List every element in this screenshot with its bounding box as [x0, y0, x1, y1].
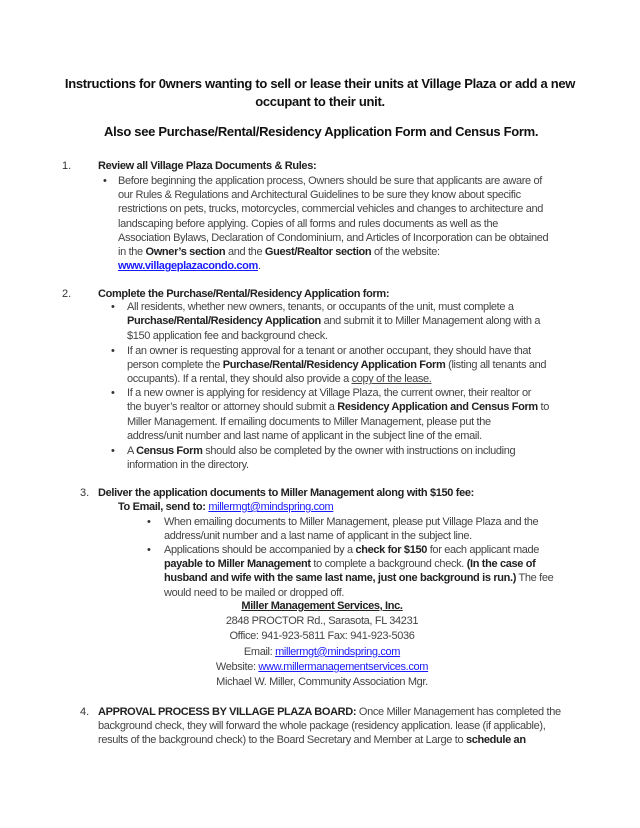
text-run: If an owner is requesting approval for a tenant or another occupant, they should have that: [127, 345, 531, 357]
list-number: 3.: [80, 487, 90, 499]
bullet-icon: •: [147, 544, 151, 556]
text-run: Association Bylaws, Declaration of Condominium, and Articles of Incorporation can be obtained: [118, 231, 549, 244]
text-run: All residents, whether new owners, tenants, or occupants of the unit, must complete a: [127, 301, 514, 313]
text-line: [127, 400, 549, 414]
text-run: occupants). If a rental, they should also provide a: [127, 373, 352, 386]
hyperlink[interactable]: millermgt@mindspring.com: [275, 645, 401, 658]
text-run: copy of the lease.: [351, 373, 432, 386]
text-run: $150 application fee and background check.: [127, 329, 328, 342]
text-run: Purchase/Rental/Residency Application: [166, 288, 361, 300]
text-run: Miller Management Services, Inc.: [241, 600, 403, 612]
text-run: 2848 PROCTOR Rd., Sarasota, FL 34231: [225, 615, 419, 628]
text-line: [98, 159, 316, 173]
list-number: 1.: [62, 160, 72, 172]
text-line: [164, 543, 539, 557]
text-run: schedule an: [465, 734, 526, 747]
text-run: restrictions on pets, trucks, motorcycles, commercial vehicles and changes to architecture and: [118, 203, 544, 216]
list-number: 4.: [80, 706, 90, 718]
text-run: Office: 941-923-5811 Fax: 941-923-5036: [229, 630, 415, 643]
text-run: Website:: [215, 660, 259, 673]
text-run: Census Form: [136, 445, 203, 457]
text-run: (In the case of: [466, 558, 536, 571]
text-line: [65, 77, 575, 91]
text-line: [118, 202, 543, 216]
text-line: [118, 217, 498, 231]
text-run: person complete the: [127, 359, 223, 372]
text-run: check for $150: [355, 544, 428, 556]
text-line: [127, 314, 540, 328]
text-run: information in the directory.: [127, 459, 249, 472]
text-run: Residency Application and Census Form: [337, 401, 538, 414]
text-run: and the: [225, 246, 265, 258]
text-line: [98, 719, 545, 733]
text-line: [118, 231, 548, 245]
text-run: and submit it to Miller Management along with a: [320, 315, 541, 328]
text-line: [118, 259, 261, 273]
text-line: [127, 300, 514, 314]
text-run: Purchase/Rental/Residency Application Form: [222, 359, 446, 372]
text-line: [244, 645, 400, 659]
hyperlink[interactable]: www.villageplazacondo.com: [118, 260, 258, 273]
text-run: results of the background check) to the Board Secretary and Member at Large to: [98, 734, 466, 747]
text-line: [118, 188, 521, 202]
text-run: (listing all tenants and: [445, 359, 547, 372]
text-line: [164, 586, 344, 600]
text-line: [98, 486, 474, 500]
text-run: in the: [118, 246, 146, 258]
text-line: [98, 705, 561, 719]
text-run: Applications should be accompanied by a: [164, 544, 356, 556]
text-run: Miller Management. If emailing documents to Miller Management, please put the: [127, 415, 491, 428]
text-run: background check, they will forward the whole package (residency application. lease (if applicable),: [98, 720, 546, 733]
text-line: [127, 329, 328, 343]
text-run: form:: [360, 288, 390, 300]
text-run: When emailing documents to Miller Management, please put Village Plaza and the: [164, 516, 539, 528]
text-run: To Email, send to:: [118, 501, 209, 513]
text-line: [164, 557, 535, 571]
text-line: [255, 95, 385, 109]
text-run: Email:: [243, 645, 276, 658]
text-line: [216, 660, 428, 674]
text-line: [216, 675, 428, 689]
bullet-icon: •: [111, 345, 115, 357]
text-run: Michael W. Miller, Community Association Mgr.: [216, 676, 428, 688]
text-run: Review all Village Plaza Documents & Rules:: [98, 160, 317, 172]
text-run: address/unit number and last name of applicant in the subject line of the email.: [127, 430, 482, 443]
text-line: [127, 372, 432, 386]
text-run: husband and wife with the same last name, just one background is run.): [164, 572, 517, 585]
text-run: A: [127, 445, 137, 457]
text-run: to complete a background check.: [310, 558, 467, 571]
text-run: would need to be mailed or dropped off.: [164, 586, 345, 599]
text-run: address/unit number and a last name of applicant in the subject line.: [164, 530, 472, 543]
text-line: [104, 125, 538, 139]
text-line: [164, 515, 538, 529]
text-line: [127, 386, 531, 400]
text-run: Deliver the application documents to Miller Management along with $150 fee:: [98, 487, 474, 499]
text-line: [241, 599, 402, 613]
text-line: [98, 733, 526, 747]
text-line: [127, 344, 531, 358]
text-run: Purchase/Rental/Residency Application: [127, 315, 321, 328]
text-run: APPROVAL PROCESS BY VILLAGE PLAZA BOARD:: [98, 706, 357, 718]
text-run: Instructions for 0wners wanting to sell or lease their units at Village Plaza or add a new: [64, 76, 576, 91]
text-line: [226, 614, 418, 628]
text-line: [118, 500, 333, 514]
text-line: [164, 529, 472, 543]
hyperlink[interactable]: millermgt@mindspring.com: [208, 501, 334, 513]
text-run: Complete the: [98, 288, 167, 300]
text-line: [127, 429, 482, 443]
text-line: [98, 287, 389, 301]
text-run: Once Miller Management has completed the: [356, 706, 561, 718]
bullet-icon: •: [111, 387, 115, 399]
text-line: [164, 571, 553, 585]
text-line: [118, 245, 440, 259]
text-run: payable to Miller Management: [164, 558, 311, 571]
bullet-icon: •: [111, 445, 115, 457]
text-run: should also be completed by the owner with instructions on including: [202, 445, 516, 457]
text-run: our Rules & Regulations and Architectural Guidelines to be sure they know about specific: [118, 189, 521, 202]
hyperlink[interactable]: www.millermanagementservices.com: [258, 660, 429, 673]
text-line: [229, 629, 414, 643]
text-run: Guest/Realtor section: [264, 246, 372, 258]
text-line: [118, 174, 542, 188]
text-line: [127, 415, 491, 429]
bullet-icon: •: [103, 175, 107, 187]
text-run: for each applicant made: [427, 544, 540, 556]
text-line: [127, 444, 515, 458]
text-run: Also see Purchase/Rental/Residency Application Form and Census Form.: [104, 124, 539, 139]
text-line: [127, 358, 546, 372]
list-number: 2.: [62, 288, 72, 300]
text-run: occupant to their unit.: [255, 94, 385, 109]
text-run: If a new owner is applying for residency at Village Plaza, the current owner, their realtor or: [127, 387, 532, 399]
text-run: Before beginning the application process, Owners should be sure that applicants are aware of: [118, 175, 542, 187]
text-run: The fee: [516, 572, 554, 585]
text-run: landscaping before applying. Copies of all forms and rules documents as well as the: [118, 217, 499, 230]
bullet-icon: •: [111, 301, 115, 313]
text-run: .: [258, 260, 261, 273]
text-line: [127, 458, 249, 472]
text-run: to: [537, 401, 550, 414]
text-run: the buyer’s realtor or attorney should submit a: [127, 401, 338, 414]
text-run: Owner’s section: [145, 246, 226, 258]
text-run: of the website:: [371, 246, 440, 258]
bullet-icon: •: [147, 516, 151, 528]
